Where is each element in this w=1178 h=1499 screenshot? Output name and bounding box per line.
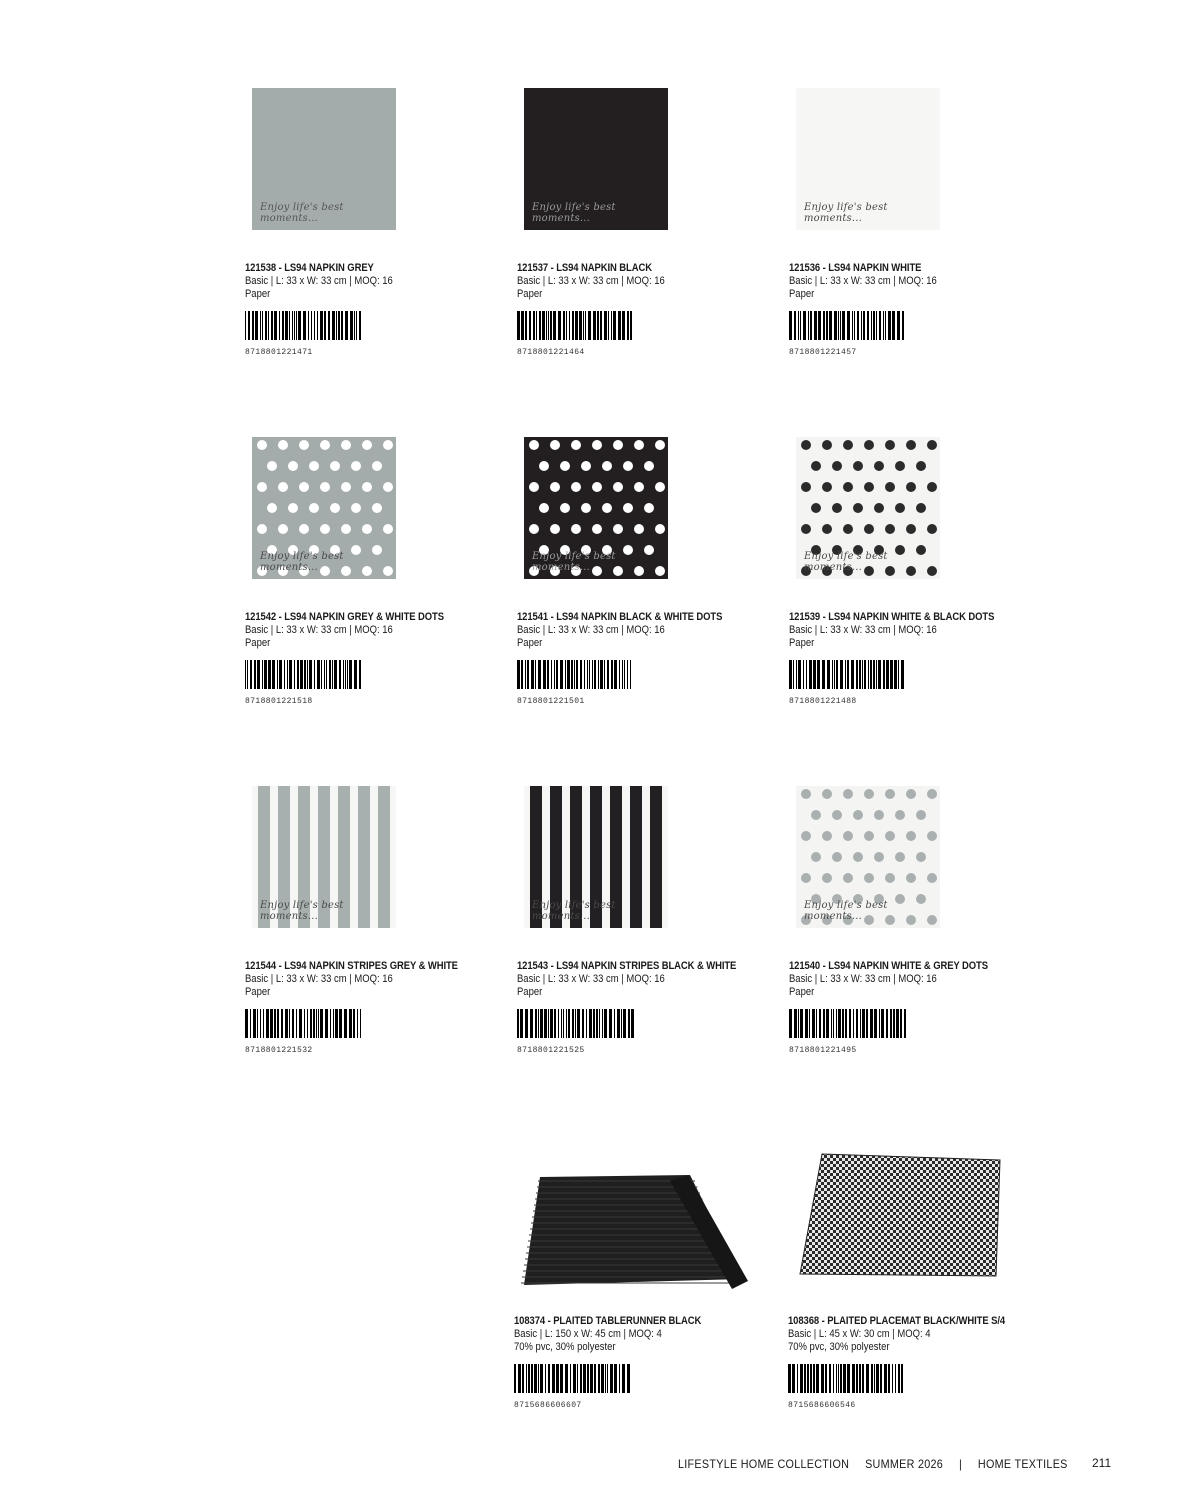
product-name: LS94 NAPKIN WHITE & BLACK DOTS <box>828 611 995 623</box>
product-name: LS94 NAPKIN GREY <box>284 262 374 274</box>
product-info <box>514 1315 784 1410</box>
product-image <box>524 437 668 579</box>
product-code: 108374 <box>514 1315 546 1327</box>
barcode <box>788 1364 906 1393</box>
product-info <box>789 611 1059 706</box>
product-info <box>245 611 515 706</box>
product-thumbnail[interactable] <box>796 437 940 579</box>
product-spec: Basic | L: 33 x W: 33 cm | MOQ: 16 <box>245 275 393 287</box>
napkin-print-text: Enjoy life's best moments... <box>804 900 888 922</box>
title-separator: - <box>820 262 829 274</box>
product-thumbnail[interactable] <box>794 1152 1004 1287</box>
product-info <box>788 1315 1058 1410</box>
barcode <box>517 660 635 689</box>
title-separator: - <box>820 960 829 972</box>
product-code: 121537 <box>517 262 549 274</box>
title-separator: - <box>276 611 285 623</box>
barcode <box>517 311 635 340</box>
product-material: Paper <box>245 637 271 649</box>
product-name: LS94 NAPKIN BLACK <box>556 262 652 274</box>
product-code: 121538 <box>245 262 277 274</box>
napkin-print-text: Enjoy life's best moments... <box>532 900 616 922</box>
ean-number: 8718801221532 <box>245 1046 313 1055</box>
product-image <box>252 437 396 579</box>
napkin-print-text: Enjoy life's best moments... <box>260 551 344 573</box>
product-name: LS94 NAPKIN STRIPES GREY & WHITE <box>284 960 458 972</box>
product-code: 121539 <box>789 611 821 623</box>
ean-number: 8718801221525 <box>517 1046 585 1055</box>
title-separator: - <box>548 262 557 274</box>
product-code: 121542 <box>245 611 277 623</box>
product-thumbnail[interactable] <box>252 88 396 230</box>
product-spec: Basic | L: 33 x W: 33 cm | MOQ: 16 <box>517 624 665 636</box>
product-thumbnail[interactable] <box>524 88 668 230</box>
product-thumbnail[interactable] <box>524 786 668 928</box>
product-image <box>524 786 668 928</box>
product-title <box>517 262 749 275</box>
product-info <box>789 262 1059 357</box>
product-material: Paper <box>789 637 815 649</box>
product-material: Paper <box>245 288 271 300</box>
product-material: Paper <box>517 986 543 998</box>
product-spec: Basic | L: 33 x W: 33 cm | MOQ: 16 <box>789 973 937 985</box>
ean-number: 8715686606607 <box>514 1401 582 1410</box>
ean-number: 8718801221464 <box>517 348 585 357</box>
barcode <box>789 1009 907 1038</box>
napkin-print-text: Enjoy life's best moments... <box>532 202 616 224</box>
product-thumbnail[interactable] <box>252 786 396 928</box>
product-spec: Basic | L: 33 x W: 33 cm | MOQ: 16 <box>245 973 393 985</box>
product-info <box>245 262 515 357</box>
product-name: LS94 NAPKIN GREY & WHITE DOTS <box>284 611 444 623</box>
page-number: 211 <box>1092 1456 1112 1470</box>
barcode <box>789 311 907 340</box>
title-separator: - <box>819 1315 828 1327</box>
product-thumbnail[interactable] <box>252 437 396 579</box>
barcode <box>245 1009 363 1038</box>
product-name: LS94 NAPKIN WHITE <box>828 262 922 274</box>
napkin-print-text: Enjoy life's best moments... <box>532 551 616 573</box>
product-name: LS94 NAPKIN WHITE & GREY DOTS <box>828 960 988 972</box>
product-material: 70% pvc, 30% polyester <box>514 1341 616 1353</box>
product-title <box>245 960 477 973</box>
product-name: PLAITED TABLERUNNER BLACK <box>553 1315 702 1327</box>
product-info <box>789 960 1059 1055</box>
footer-section: HOME TEXTILES <box>977 1457 1068 1471</box>
product-code: 108368 <box>788 1315 820 1327</box>
product-title <box>517 611 749 624</box>
product-title <box>517 960 749 973</box>
ean-number: 8718801221457 <box>789 348 857 357</box>
product-title <box>514 1315 746 1328</box>
product-image <box>796 437 940 579</box>
footer-collection: LIFESTYLE HOME COLLECTION <box>678 1457 850 1471</box>
product-material: Paper <box>245 986 271 998</box>
product-spec: Basic | L: 150 x W: 45 cm | MOQ: 4 <box>514 1328 662 1340</box>
product-image <box>794 1152 1004 1282</box>
barcode <box>517 1009 635 1038</box>
product-name: PLAITED PLACEMAT BLACK/WHITE S/4 <box>827 1315 1006 1327</box>
napkin-print-text: Enjoy life's best moments... <box>804 551 888 573</box>
product-code: 121536 <box>789 262 821 274</box>
footer-separator: | <box>958 1457 963 1471</box>
ean-number: 8718801221471 <box>245 348 313 357</box>
product-material: Paper <box>789 288 815 300</box>
product-info <box>517 960 787 1055</box>
title-separator: - <box>548 960 557 972</box>
product-name: LS94 NAPKIN STRIPES BLACK & WHITE <box>556 960 737 972</box>
product-title <box>788 1315 1020 1328</box>
barcode <box>514 1364 632 1393</box>
product-thumbnail[interactable] <box>796 786 940 928</box>
ean-number: 8718801221501 <box>517 697 585 706</box>
product-image <box>252 786 396 928</box>
product-thumbnail[interactable] <box>796 88 940 230</box>
barcode <box>245 311 363 340</box>
product-info <box>517 611 787 706</box>
ean-number: 8718801221518 <box>245 697 313 706</box>
product-material: Paper <box>789 986 815 998</box>
product-image <box>520 1169 750 1289</box>
barcode <box>789 660 907 689</box>
product-code: 121540 <box>789 960 821 972</box>
title-separator: - <box>276 960 285 972</box>
ean-number: 8718801221495 <box>789 1046 857 1055</box>
product-image <box>796 88 940 230</box>
product-title <box>789 960 1021 973</box>
title-separator: - <box>276 262 285 274</box>
footer-season: SUMMER 2026 <box>865 1457 944 1471</box>
page-footer <box>678 1457 1080 1471</box>
product-thumbnail[interactable] <box>520 1169 750 1294</box>
title-separator: - <box>548 611 557 623</box>
ean-number: 8715686606546 <box>788 1401 856 1410</box>
product-image <box>796 786 940 928</box>
product-name: LS94 NAPKIN BLACK & WHITE DOTS <box>556 611 723 623</box>
product-code: 121541 <box>517 611 549 623</box>
product-material: Paper <box>517 288 543 300</box>
napkin-print-text: Enjoy life's best moments... <box>804 202 888 224</box>
product-title <box>245 262 477 275</box>
ean-number: 8718801221488 <box>789 697 857 706</box>
product-info <box>245 960 515 1055</box>
napkin-print-text: Enjoy life's best moments... <box>260 202 344 224</box>
product-thumbnail[interactable] <box>524 437 668 579</box>
product-image <box>252 88 396 230</box>
product-image <box>524 88 668 230</box>
product-spec: Basic | L: 33 x W: 33 cm | MOQ: 16 <box>517 973 665 985</box>
product-material: 70% pvc, 30% polyester <box>788 1341 890 1353</box>
barcode <box>245 660 363 689</box>
product-spec: Basic | L: 45 x W: 30 cm | MOQ: 4 <box>788 1328 931 1340</box>
product-title <box>245 611 477 624</box>
product-info <box>517 262 787 357</box>
product-spec: Basic | L: 33 x W: 33 cm | MOQ: 16 <box>245 624 393 636</box>
title-separator: - <box>820 611 829 623</box>
product-spec: Basic | L: 33 x W: 33 cm | MOQ: 16 <box>789 624 937 636</box>
title-separator: - <box>545 1315 554 1327</box>
product-spec: Basic | L: 33 x W: 33 cm | MOQ: 16 <box>517 275 665 287</box>
product-code: 121543 <box>517 960 549 972</box>
product-material: Paper <box>517 637 543 649</box>
product-spec: Basic | L: 33 x W: 33 cm | MOQ: 16 <box>789 275 937 287</box>
napkin-print-text: Enjoy life's best moments... <box>260 900 344 922</box>
product-title <box>789 611 1021 624</box>
product-title <box>789 262 1021 275</box>
product-code: 121544 <box>245 960 277 972</box>
